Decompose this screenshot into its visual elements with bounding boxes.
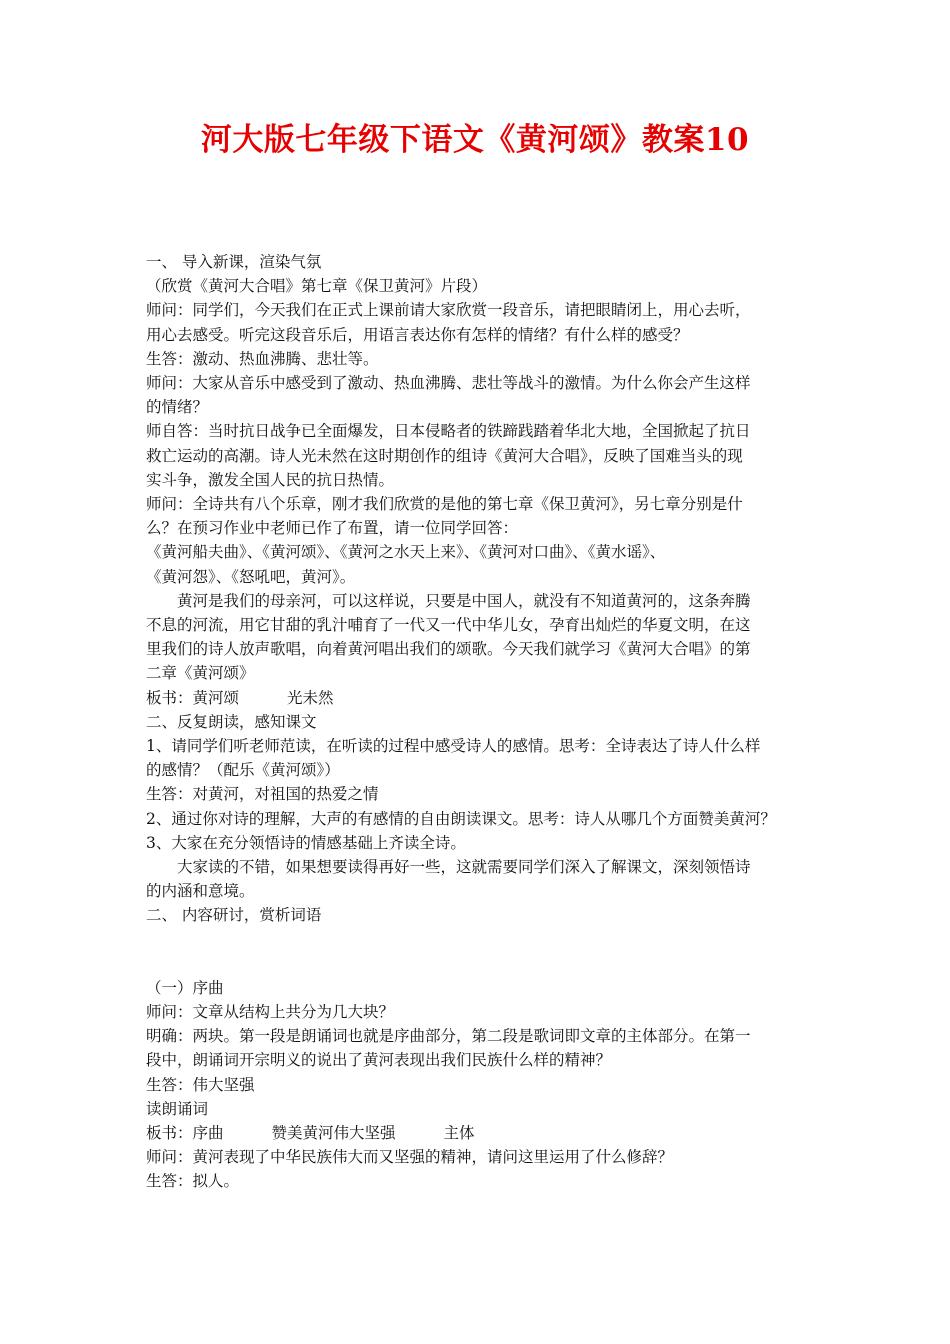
section-heading: 一、 导入新课，渲染气氛	[146, 253, 322, 271]
text-line: 师问：同学们，今天我们在正式上课前请大家欣赏一段音乐，请把眼睛闭上，用心去听，	[146, 301, 751, 320]
spacer	[146, 928, 816, 976]
blackboard-line	[146, 1121, 816, 1145]
text-line: 的情绪？	[146, 398, 209, 417]
text-line: 3、大家在充分领悟诗的情感基础上齐读全诗。	[146, 833, 466, 852]
text-line: 生答：激动、热血沸腾、悲壮等。	[146, 349, 379, 368]
blackboard-text: 赞美黄河伟大坚强	[271, 1123, 396, 1142]
text-line: 师问：全诗共有八个乐章，刚才我们欣赏的是他的第七章《保卫黄河》，另七章分别是什	[146, 495, 743, 514]
blackboard-line	[146, 686, 816, 710]
text-line: 2、通过你对诗的理解，大声的有感情的自由朗读课文。思考：诗人从哪几个方面赞美黄河？	[146, 809, 776, 828]
text-line: 的内涵和意境。	[146, 882, 255, 901]
section-heading: 二、反复朗读，感知课文	[146, 712, 317, 731]
text-line: 生答：对黄河，对祖国的热爱之情	[146, 785, 379, 804]
document-title: 河大版七年级下语文《黄河颂》教案10	[200, 122, 750, 158]
text-line: 《黄河船夫曲》、《黄河颂》、《黄河之水天上来》、《黄河对口曲》、《黄水谣》、	[146, 543, 666, 562]
text-line: 实斗争，激发全国人民的抗日热情。	[146, 470, 395, 489]
text-line: 生答：拟人。	[146, 1172, 240, 1191]
text-line: 明确：两块。第一段是朗诵词也就是序曲部分，第二段是歌词即文章的主体部分。在第一	[146, 1027, 751, 1046]
blackboard-text: 板书：序曲	[146, 1123, 224, 1142]
text-line: 么？在预习作业中老师已作了布置，请一位同学回答：	[146, 519, 519, 538]
blackboard-text: 光未然	[287, 688, 334, 707]
text-line: 师问：文章从结构上共分为几大块？	[146, 1002, 395, 1021]
text-line: 二章《黄河颂》	[146, 664, 255, 683]
text-line: （欣赏《黄河大合唱》第七章《保卫黄河》片段）	[146, 277, 488, 296]
text-line: 《黄河怨》、《怒吼吧，黄河》。	[146, 567, 356, 586]
text-line: 读朗诵词	[146, 1099, 209, 1118]
text-line: 师问：大家从音乐中感受到了激动、热血沸腾、悲壮等战斗的激情。为什么你会产生这样	[146, 374, 751, 393]
text-line: 救亡运动的高潮。诗人光未然在这时期创作的组诗《黄河大合唱》，反映了国难当头的现	[146, 446, 743, 465]
document-body	[146, 250, 816, 1194]
text-line: 师问：黄河表现了中华民族伟大而又坚强的精神，请问这里运用了什么修辞？	[146, 1148, 674, 1167]
blackboard-text: 主体	[443, 1123, 475, 1142]
text-line: 段中，朗诵词开宗明义的说出了黄河表现出我们民族什么样的精神？	[146, 1051, 612, 1070]
text-line: 用心去感受。听完这段音乐后，用语言表达你有怎样的情绪？有什么样的感受？	[146, 325, 689, 344]
text-line: 生答：伟大坚强	[146, 1075, 255, 1094]
text-line: 的感情？（配乐《黄河颂》）	[146, 761, 340, 780]
text-line: 师自答：当时抗日战争已全面爆发，日本侵略者的铁蹄践踏着华北大地，全国掀起了抗日	[146, 422, 751, 441]
text-line: 黄河是我们的母亲河，可以这样说，只要是中国人，就没有不知道黄河的，这条奔腾	[177, 591, 751, 610]
text-line: 1、请同学们听老师范读，在听读的过程中感受诗人的感情。思考：全诗表达了诗人什么样	[146, 737, 761, 756]
subsection-heading: （一）序曲	[146, 978, 224, 997]
blackboard-text: 板书：黄河颂	[146, 688, 240, 707]
text-line: 不息的河流，用它甘甜的乳汁哺育了一代又一代中华儿女，孕育出灿烂的华夏文明，在这	[146, 616, 751, 635]
text-line: 大家读的不错，如果想要读得再好一些，这就需要同学们深入了解课文，深刻领悟诗	[177, 858, 751, 877]
section-heading: 二、 内容研讨，赏析词语	[146, 906, 322, 925]
text-line: 里我们的诗人放声歌唱，向着黄河唱出我们的颂歌。今天我们就学习《黄河大合唱》的第	[146, 640, 751, 659]
